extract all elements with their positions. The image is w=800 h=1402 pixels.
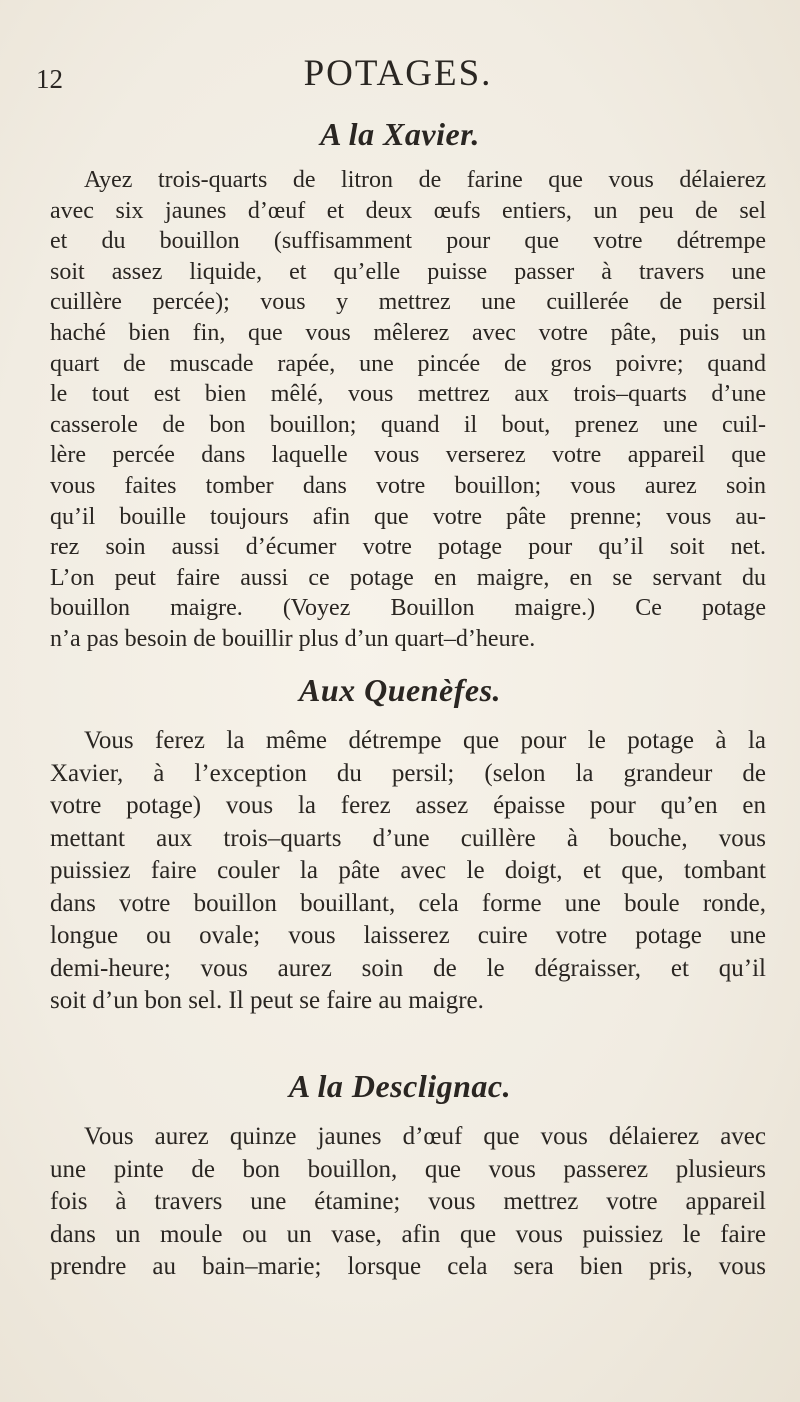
text-line: et du bouillon (suffisamment pour que votre détrempe bbox=[50, 228, 766, 255]
text-line: soit d’un bon sel. Il peut se faire au maigre. bbox=[50, 987, 484, 1014]
text-line: bouillon maigre. (Voyez Bouillon maigre.) Ce potage bbox=[50, 595, 766, 622]
text-line: dans un moule ou un vase, afin que vous puissiez le faire bbox=[50, 1220, 766, 1248]
text-line: rez soin aussi d’écumer votre potage pour qu’il soit net. bbox=[50, 534, 766, 561]
page-header bbox=[36, 52, 760, 102]
paragraph-desclignac bbox=[50, 1121, 766, 1284]
text-line: haché bien fin, que vous mêlerez avec votre pâte, puis un bbox=[50, 319, 766, 346]
text-line: puissiez faire couler la pâte avec le doigt, et que, tombant bbox=[50, 857, 766, 884]
text-line: une pinte de bon bouillon, que vous passerez plusieurs bbox=[50, 1155, 766, 1183]
text-line: mettant aux trois–quarts d’une cuillère à bouche, vous bbox=[50, 824, 766, 852]
text-line: avec six jaunes d’œuf et deux œufs entiers, un peu de sel bbox=[50, 197, 766, 224]
text-line: casserole de bon bouillon; quand il bout, prenez une cuil- bbox=[50, 411, 766, 438]
section-title-quenefes: Aux Quenèfes. bbox=[298, 672, 502, 708]
text-line: L’on peut faire aussi ce potage en maigre, en se servant du bbox=[50, 564, 766, 591]
text-line: prendre au bain–marie; lorsque cela sera bien pris, vous bbox=[50, 1253, 766, 1280]
page-number: 12 bbox=[36, 64, 63, 94]
text-line: vous faites tomber dans votre bouillon; vous aurez soin bbox=[50, 472, 766, 499]
text-line: Xavier, à l’exception du persil; (selon la grandeur de bbox=[50, 759, 766, 787]
section-title-desclignac: A la Desclignac. bbox=[288, 1068, 512, 1104]
running-title: POTAGES. bbox=[303, 53, 493, 94]
text-line: le tout est bien mêlé, vous mettrez aux trois–quarts d’une bbox=[50, 381, 766, 408]
text-line: n’a pas besoin de bouillir plus d’un quart–d’heure. bbox=[50, 625, 536, 652]
text-line: Ayez trois-quarts de litron de farine que vous délaierez bbox=[84, 167, 766, 193]
text-line: Vous aurez quinze jaunes d’œuf que vous délaierez avec bbox=[84, 1123, 766, 1150]
text-line: quart de muscade rapée, une pincée de gros poivre; quand bbox=[50, 350, 766, 377]
text-line: fois à travers une étamine; vous mettrez votre appareil bbox=[50, 1188, 766, 1215]
paragraph-xavier bbox=[50, 165, 766, 655]
section-title-xavier: A la Xavier. bbox=[320, 116, 480, 152]
text-line: lère percée dans laquelle vous verserez votre appareil que bbox=[50, 442, 766, 469]
text-line: soit assez liquide, et qu’elle puisse passer à travers une bbox=[50, 258, 766, 285]
text-line: cuillère percée); vous y mettrez une cuillerée de persil bbox=[50, 289, 766, 316]
text-line: demi-heure; vous aurez soin de le dégraisser, et qu’il bbox=[50, 954, 766, 982]
text-line: Vous ferez la même détrempe que pour le potage à la bbox=[84, 727, 766, 754]
paragraph-quenefes bbox=[50, 725, 766, 1018]
text-line: longue ou ovale; vous laisserez cuire votre potage une bbox=[50, 922, 766, 949]
text-line: dans votre bouillon bouillant, cela forme une boule ronde, bbox=[50, 889, 766, 917]
text-line: qu’il bouille toujours afin que votre pâte prenne; vous au- bbox=[50, 503, 766, 530]
text-line: votre potage) vous la ferez assez épaisse pour qu’en en bbox=[50, 792, 766, 819]
